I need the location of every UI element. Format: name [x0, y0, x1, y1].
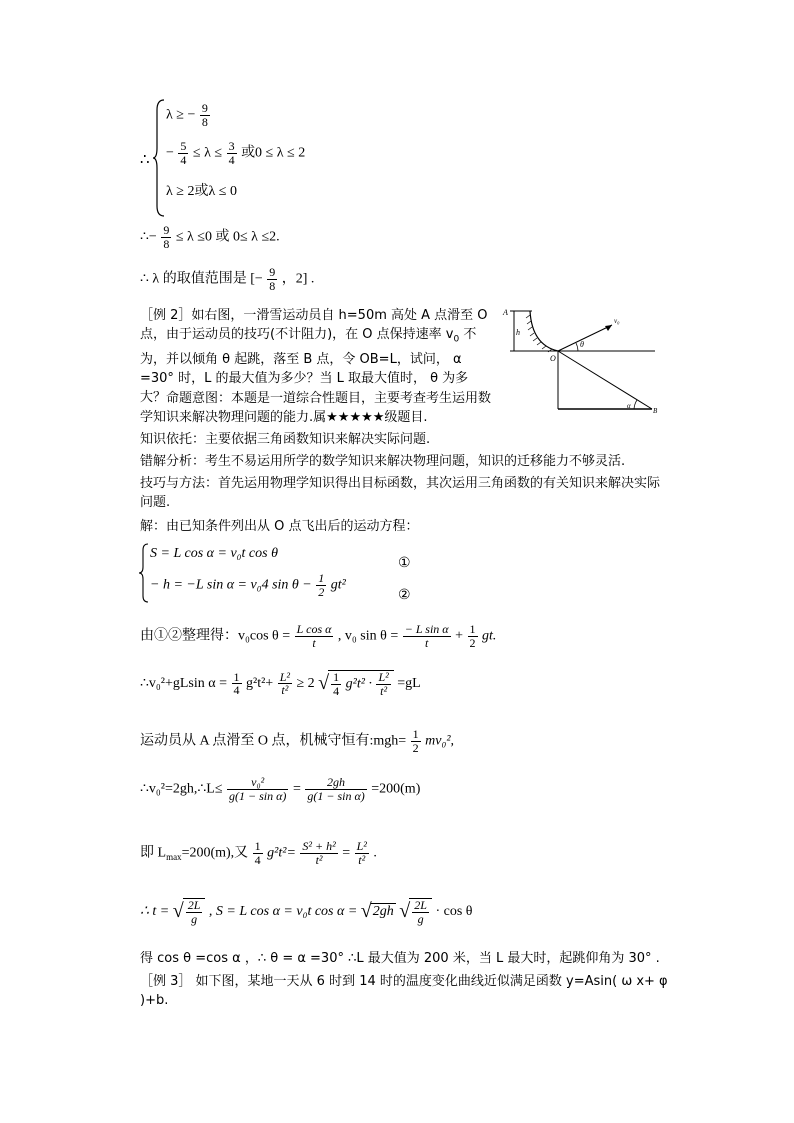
eq-mark-2: ②	[398, 588, 411, 603]
system-row-1: λ ≥ − $\frac{9}{8}$	[166, 101, 208, 129]
conclusion-text: 得 cos θ =cos α ，∴ θ = α =30° ∴L 最大值为 200 米，当 L 最大时，起跳仰角为 30° .	[140, 951, 660, 966]
system-row-3: λ ≥ 2或λ ≤ 0	[166, 184, 237, 199]
example2-text: ［例 2］如右图，一滑雪运动员自 h=50m 高处 A 点滑至 O 点，由于运动员的技巧(不计阻力)，在 O 点保持速率 $v_0$ 不为，并以倾角 θ 起跳，落至 B 点，令 OB=L，试问， α =30° 时，L 的最大值为多少？当 L 取最大值时， θ 为多大？	[140, 308, 488, 405]
eq-brace	[138, 542, 150, 604]
therefore-symbol: ∴	[140, 152, 150, 168]
eq-row-2: − h = −L sin α = v₀4 sin θ − $\frac{1}{2}$ gt²	[150, 571, 346, 599]
system-row-2: − $\frac{5}{4}$ ≤ λ ≤ $\frac{3}{4}$ 或0 ≤ λ ≤ 2	[166, 139, 306, 167]
answer-line: ∴ λ 的取值范围是 [− $\frac{9}{8}$ ，2] .	[140, 265, 315, 293]
svg-text:B: B	[653, 407, 658, 415]
svg-text:h: h	[516, 328, 520, 337]
svg-text:A: A	[503, 308, 508, 317]
ski-jump-figure	[500, 305, 660, 415]
svg-text:v₀: v₀	[614, 317, 620, 325]
intent-text: 命题意图：本题是一道综合性题目，主要考查考生运用数学知识来解决物理问题的能力.属★★★★★级题目.	[140, 391, 492, 425]
range-line: ∴− $\frac{9}{8}$ ≤ λ ≤0 或 0≤ λ ≤2.	[140, 223, 280, 251]
eq-mark-1: ①	[398, 556, 411, 571]
step-3: 运动员从 A 点滑至 O 点，机械守恒有:mgh= $\frac{1}{2}$ mv₀²,	[140, 727, 455, 755]
method-text: 技巧与方法：首先运用物理学知识得出目标函数，其次运用三角函数的有关知识来解决实际问题.	[140, 476, 661, 510]
example3-text: ［例 3］ 如下图，某地一天从 6 时到 14 时的温度变化曲线近似满足函数 y=Asin( ω x+ φ )+b.	[140, 974, 668, 1008]
step-1: 由①②整理得：v₀cos θ = $\frac{\text{L cos α}}{t}$ , v₀ sin θ = $\frac{\text{− L sin α}}{t}$ + $\frac{1}{2}$ gt.	[140, 622, 497, 650]
eq-row-1: S = L cos α = v₀t cos θ	[150, 546, 278, 561]
solution-intro: 解：由已知条件列出从 O 点飞出后的运动方程：	[140, 519, 419, 534]
svg-text:α: α	[627, 402, 631, 410]
svg-text:θ: θ	[580, 340, 584, 349]
step-4: ∴v₀²=2gh,∴L≤ $\frac{\text{v₀²}}{\text{g(1 − sin α)}}$ = $\frac{2gh}{\text{g(1 − sin α)}}$ =200(m)	[140, 775, 421, 803]
step-6: ∴ t = √ $\frac{2L}{g}$ , S = L cos α = v₀t cos α = √2gh √ $\frac{2L}{g}$ · cos θ	[140, 898, 473, 926]
error-text: 错解分析：考生不易运用所学的数学知识来解决物理问题，知识的迁移能力不够灵活.	[140, 454, 626, 469]
basis-text: 知识依托：主要依据三角函数知识来解决实际问题.	[140, 432, 431, 447]
step-5: 即 $L_{max}=200(m)$,又 $\frac{1}{4}$ g²t²= $\frac{\text{S² + h²}}{\text{t²}}$ = $\frac{\text{L²}}{\text{t²}}$ .	[140, 839, 377, 867]
svg-text:O: O	[550, 354, 556, 363]
system-brace	[152, 98, 166, 218]
step-2: ∴v₀²+gLsin α = $\frac{1}{4}$ g²t²+ $\frac{\text{L²}}{\text{t²}}$ ≥ 2 √ $\frac{1}{4}$ g²t² · $\frac{\text{L²}}{\text{t²}}$ =gL	[140, 669, 421, 698]
